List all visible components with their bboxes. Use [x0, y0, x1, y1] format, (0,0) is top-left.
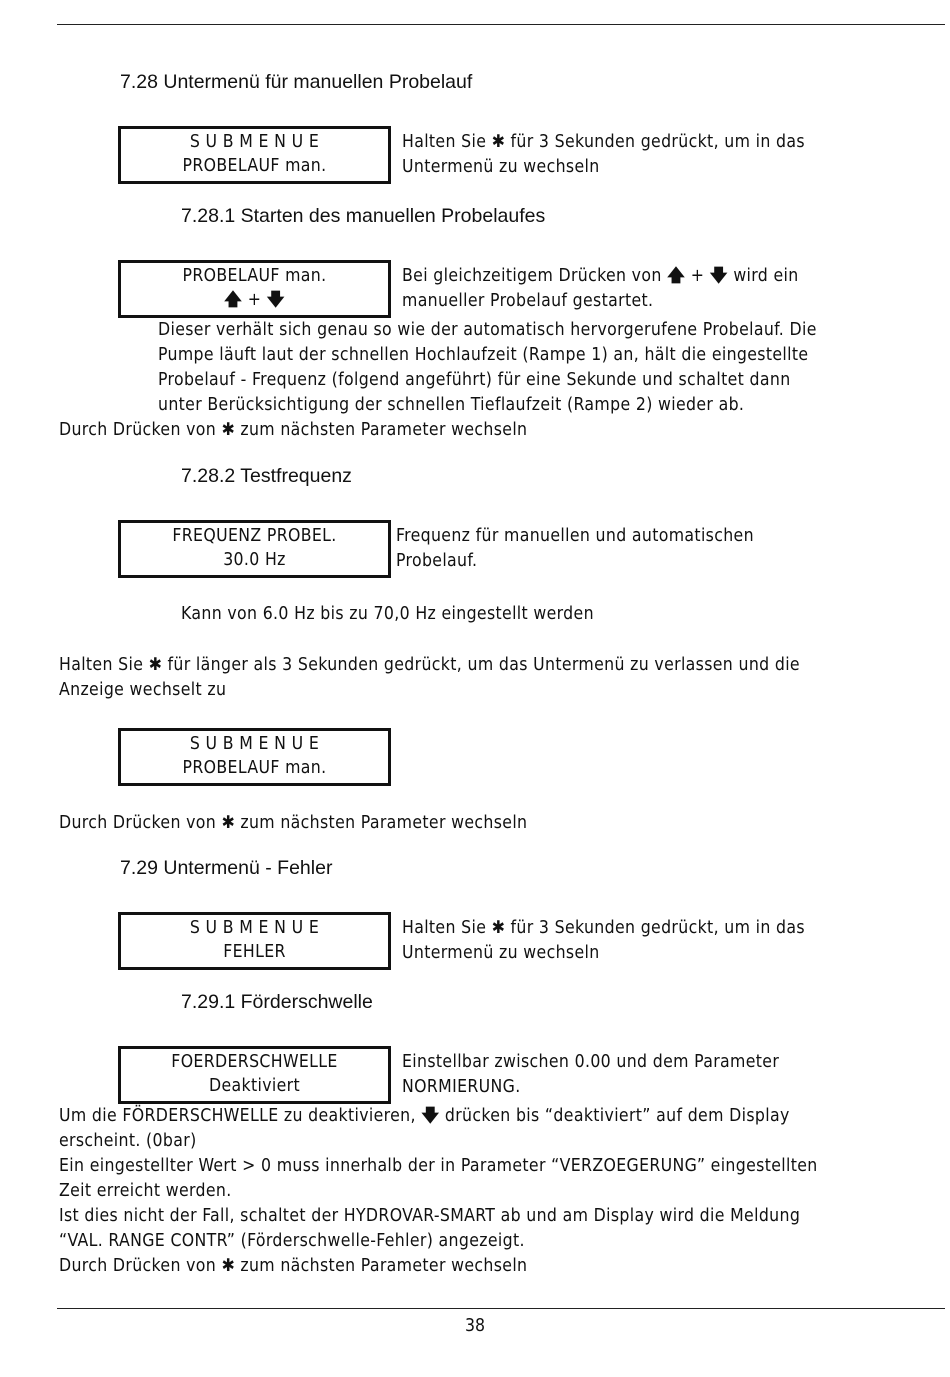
desc-text: Halten Sie [402, 132, 487, 152]
desc-7-28-1-line2: manueller Probelauf gestartet. [402, 291, 654, 311]
star-icon: ✱ [491, 132, 506, 152]
exit-note-line1 [59, 653, 800, 678]
note-text: Halten Sie [59, 655, 144, 675]
para-line: erscheint. (0bar) [59, 1131, 197, 1151]
page-number: 38 [464, 1316, 486, 1336]
desc-7-29-1-line2: NORMIERUNG. [402, 1077, 521, 1097]
heading-7-28-1: 7.28.1 Starten des manuellen Probelaufes [181, 205, 546, 227]
star-icon: ✱ [221, 813, 235, 833]
display-line-1: FREQUENZ PROBEL. [172, 526, 337, 546]
desc-7-28-1-line1 [402, 264, 799, 289]
display-line-2: 30.0 Hz [223, 550, 286, 570]
display-frequenz-probel [118, 520, 391, 578]
para-line: Zeit erreicht werden. [59, 1181, 232, 1201]
note-text: zum nächsten Parameter wechseln [240, 813, 528, 833]
star-icon: ✱ [491, 918, 506, 938]
next-parameter-note [59, 418, 527, 443]
star-icon: ✱ [148, 655, 163, 675]
top-rule [57, 24, 945, 25]
note-text: zum nächsten Parameter wechseln [240, 420, 528, 440]
display-line-1: FOERDERSCHWELLE [171, 1052, 338, 1072]
desc-7-28-line2: Untermenü zu wechseln [402, 157, 600, 177]
desc-text: für 3 Sekunden gedrückt, um in das [510, 132, 805, 152]
desc-7-28-2-line1: Frequenz für manuellen und automatischen [396, 526, 754, 546]
display-submenue-probelauf-2 [118, 728, 391, 786]
para-line: Ist dies nicht der Fall, schaltet der HYDROVAR-SMART ab und am Display wird die Meldung [59, 1206, 801, 1226]
note-text: für länger als 3 Sekunden gedrückt, um das Untermenü zu verlassen und die [167, 655, 800, 675]
display-line-2: PROBELAUF man. [182, 758, 327, 778]
note-text: Durch Drücken von [59, 813, 217, 833]
next-parameter-note [59, 1254, 527, 1279]
display-line-1: S U B M E N U E [189, 734, 320, 754]
note-text: Durch Drücken von [59, 420, 217, 440]
display-line-2 [121, 288, 388, 313]
desc-7-29-1-line1: Einstellbar zwischen 0.00 und dem Parameter [402, 1052, 780, 1072]
down-arrow-icon: 🡇 [266, 290, 285, 310]
desc-7-29-line2: Untermenü zu wechseln [402, 943, 600, 963]
note-text: zum nächsten Parameter wechseln [240, 1256, 528, 1276]
bottom-rule [57, 1308, 945, 1309]
para-text: Um die FÖRDERSCHWELLE zu deaktivieren, [59, 1106, 416, 1126]
display-line-2: PROBELAUF man. [182, 156, 327, 176]
para-line [59, 1104, 790, 1129]
display-line-1: PROBELAUF man. [182, 266, 327, 286]
display-probelauf-man [118, 260, 391, 318]
display-line-1: S U B M E N U E [189, 918, 320, 938]
note-text: Durch Drücken von [59, 1256, 217, 1276]
down-arrow-icon: 🡇 [709, 266, 728, 286]
range-note: Kann von 6.0 Hz bis zu 70,0 Hz eingestellt werden [181, 604, 594, 624]
heading-7-28-2: 7.28.2 Testfrequenz [181, 465, 352, 487]
para-line: “VAL. RANGE CONTR” (Förderschwelle-Fehler) angezeigt. [59, 1231, 525, 1251]
para-line: unter Berücksichtigung der schnellen Tieflaufzeit (Rampe 2) wieder ab. [158, 395, 745, 415]
plus-sign: + [690, 266, 705, 286]
heading-7-29-1: 7.29.1 Förderschwelle [181, 991, 373, 1013]
up-arrow-icon: 🡅 [667, 266, 686, 286]
display-line-2: FEHLER [223, 942, 286, 962]
desc-7-28-2-line2: Probelauf. [396, 551, 478, 571]
up-arrow-icon: 🡅 [224, 290, 243, 310]
desc-text: für 3 Sekunden gedrückt, um in das [510, 918, 805, 938]
display-line-2: Deaktiviert [209, 1076, 300, 1096]
heading-7-28: 7.28 Untermenü für manuellen Probelauf [120, 71, 473, 93]
desc-text: Halten Sie [402, 918, 487, 938]
exit-note-line2: Anzeige wechselt zu [59, 680, 227, 700]
down-arrow-icon: 🡇 [421, 1106, 440, 1126]
desc-7-28-line1 [402, 130, 805, 155]
star-icon: ✱ [221, 420, 235, 440]
plus-sign: + [247, 290, 262, 310]
heading-7-29: 7.29 Untermenü - Fehler [120, 857, 333, 879]
display-submenue-fehler [118, 912, 391, 970]
display-submenue-probelauf [118, 126, 391, 184]
display-foerderschwelle [118, 1046, 391, 1104]
desc-7-29-line1 [402, 916, 805, 941]
para-line: Dieser verhält sich genau so wie der automatisch hervorgerufene Probelauf. Die [158, 320, 817, 340]
next-parameter-note [59, 811, 527, 836]
para-line: Probelauf - Frequenz (folgend angeführt) für eine Sekunde und schaltet dann [158, 370, 791, 390]
para-text: drücken bis “deaktiviert” auf dem Display [444, 1106, 790, 1126]
para-line: Pumpe läuft laut der schnellen Hochlaufzeit (Rampe 1) an, hält die eingestellte [158, 345, 809, 365]
desc-text: wird ein [733, 266, 799, 286]
display-line-1: S U B M E N U E [189, 132, 320, 152]
para-line: Ein eingestellter Wert > 0 muss innerhalb der in Parameter “VERZOEGERUNG” eingestellten [59, 1156, 818, 1176]
star-icon: ✱ [221, 1256, 235, 1276]
desc-text: Bei gleichzeitigem Drücken von [402, 266, 662, 286]
